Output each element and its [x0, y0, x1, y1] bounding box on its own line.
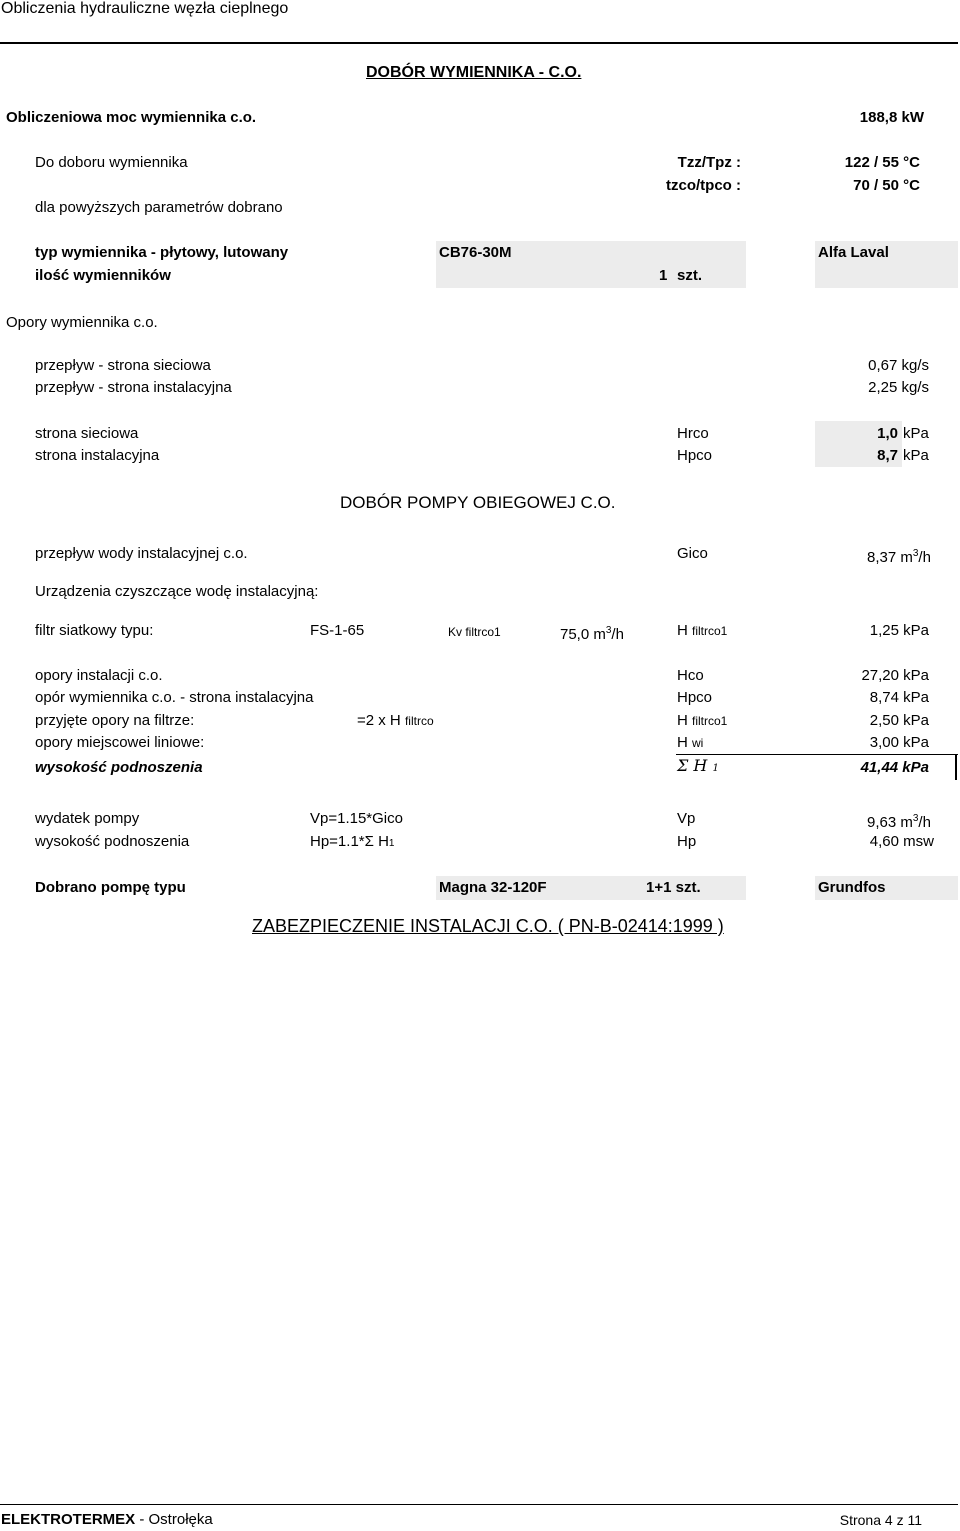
- install-side-label: strona instalacyjna: [35, 447, 160, 464]
- chosen-pump-qty: 1+1 szt.: [646, 879, 701, 896]
- filter-resistance-value: 2,50 kPa: [869, 712, 929, 729]
- total-head-symbol: [677, 757, 719, 778]
- kv-tail: /h: [611, 626, 624, 643]
- company-city: - Ostrołęka: [135, 1511, 213, 1528]
- filter-resistance-symbol: [677, 712, 727, 730]
- tzz-label: Tzz/Tpz :: [677, 154, 741, 171]
- filter-formula-sub: filtrco: [404, 714, 434, 728]
- install-resistance-symbol: Hco: [677, 667, 704, 684]
- install-resistance-label: opory instalacji c.o.: [35, 667, 163, 684]
- pump-flow-exp: 3: [912, 548, 919, 559]
- install-side-value: 8,7: [877, 447, 898, 464]
- network-side-unit: kPa: [903, 425, 929, 442]
- filter-resistance-formula: [357, 712, 434, 730]
- flow-install-label: przepływ - strona instalacyjna: [35, 379, 232, 396]
- pump-head-formula-text: Hp=1.1*Σ H: [310, 833, 389, 850]
- pump-flow-symbol: Gico: [677, 545, 708, 562]
- kv-number: 75,0 m: [560, 626, 606, 643]
- pump-head-symbol: Hp: [677, 833, 697, 850]
- type-label: typ wymiennika - płytowy, lutowany: [35, 244, 289, 261]
- footer-company: [1, 1511, 213, 1529]
- type-value: CB76-30M: [439, 244, 512, 261]
- document-title: Obliczenia hydrauliczne węzła cieplnego: [1, 0, 289, 17]
- kv-value: [560, 622, 624, 644]
- local-resistance-value: 3,00 kPa: [869, 734, 929, 751]
- pump-flow-label: przepływ wody instalacyjnej c.o.: [35, 545, 248, 562]
- local-resistance-label: opory miejscowei liniowe:: [35, 734, 205, 751]
- exchanger-resistance-symbol: Hpco: [677, 689, 713, 706]
- pump-output-value: [867, 810, 931, 832]
- exchanger-heading: DOBÓR WYMIENNIKA - C.O.: [366, 64, 582, 81]
- filter-label: filtr siatkowy typu:: [35, 622, 154, 639]
- total-sub: 1: [712, 763, 719, 774]
- filter-res-sub: filtrco1: [692, 714, 728, 728]
- exchanger-resistance-value: 8,74 kPa: [869, 689, 929, 706]
- tzz-value: 122 / 55 °C: [844, 154, 920, 171]
- install-side-symbol: Hpco: [677, 447, 713, 464]
- total-sigma: Σ H: [677, 756, 708, 775]
- exchanger-resistance-label: opór wymiennika c.o. - strona instalacyjna: [35, 689, 314, 706]
- selection-label: Do doboru wymiennika: [35, 154, 188, 171]
- page-number: Strona 4 z 11: [839, 1512, 922, 1528]
- install-resistance-value: 27,20 kPa: [861, 667, 929, 684]
- network-side-value: 1,0: [877, 425, 898, 442]
- total-head-label: wysokość podnoszenia: [35, 759, 203, 776]
- protection-heading: ZABEZPIECZENIE INSTALACJI C.O. ( PN-B-02414:1999 ): [252, 916, 724, 936]
- power-label: Obliczeniowa moc wymiennika c.o.: [6, 109, 257, 126]
- install-side-unit: kPa: [903, 447, 929, 464]
- chosen-pump-model: Magna 32-120F: [439, 879, 547, 896]
- sum-rule-edge: [955, 754, 957, 780]
- flow-install-value: 2,25 kg/s: [868, 379, 929, 396]
- count-value: 1: [659, 267, 668, 284]
- header-rule: [0, 42, 958, 44]
- pump-flow-value: [867, 545, 931, 567]
- resistance-heading: Opory wymiennika c.o.: [6, 314, 158, 331]
- local-res-letter: H: [677, 734, 688, 751]
- filter-resistance-label: przyjęte opory na filtrze:: [35, 712, 195, 729]
- network-side-label: strona sieciowa: [35, 425, 139, 442]
- filter-formula-text: =2 x H: [357, 712, 401, 729]
- tzco-value: 70 / 50 °C: [853, 177, 920, 194]
- total-head-value: 41,44 kPa: [860, 759, 929, 776]
- sum-rule: [676, 754, 958, 755]
- company-name: ELEKTROTERMEX: [1, 1511, 136, 1528]
- pump-head-label: wysokość podnoszenia: [35, 833, 190, 850]
- kv-label: Kv filtrco1: [448, 625, 501, 639]
- filter-h-value: 1,25 kPa: [869, 622, 929, 639]
- pump-head-formula: [310, 833, 394, 853]
- params-label: dla powyższych parametrów dobrano: [35, 199, 283, 216]
- filter-h-sub: filtrco1: [692, 624, 728, 638]
- power-value: 188,8 kW: [859, 109, 924, 126]
- pump-head-value: 4,60 msw: [869, 833, 934, 850]
- pump-output-exp: 3: [912, 813, 919, 824]
- count-unit: szt.: [677, 267, 703, 284]
- pump-flow-tail: /h: [918, 549, 931, 566]
- manufacturer: Alfa Laval: [818, 244, 889, 261]
- filter-res-letter: H: [677, 712, 688, 729]
- kv-exp: 3: [605, 625, 612, 636]
- pump-output-formula: Vp=1.15*Gico: [310, 810, 403, 827]
- local-resistance-symbol: [677, 734, 703, 752]
- count-label: ilość wymienników: [35, 267, 171, 284]
- local-res-sub: wi: [692, 736, 704, 750]
- pump-heading: DOBÓR POMPY OBIEGOWEJ C.O.: [340, 493, 616, 512]
- pump-output-symbol: Vp: [677, 810, 696, 827]
- pump-flow-number: 8,37 m: [867, 549, 913, 566]
- chosen-pump-brand: Grundfos: [818, 879, 886, 896]
- flow-network-value: 0,67 kg/s: [868, 357, 929, 374]
- flow-network-label: przepływ - strona sieciowa: [35, 357, 211, 374]
- pump-output-tail: /h: [918, 814, 931, 831]
- filter-h-symbol: [677, 622, 727, 640]
- filter-type: FS-1-65: [310, 622, 365, 639]
- pump-output-label: wydatek pompy: [35, 810, 140, 827]
- footer-rule: [0, 1504, 958, 1505]
- pump-head-formula-sub: 1: [388, 838, 395, 849]
- pump-output-number: 9,63 m: [867, 814, 913, 831]
- network-side-symbol: Hrco: [677, 425, 709, 442]
- filter-h-letter: H: [677, 622, 688, 639]
- tzco-label: tzco/tpco :: [666, 177, 741, 194]
- cleaning-label: Urządzenia czyszczące wodę instalacyjną:: [35, 583, 319, 600]
- chosen-pump-label: Dobrano pompę typu: [35, 879, 186, 896]
